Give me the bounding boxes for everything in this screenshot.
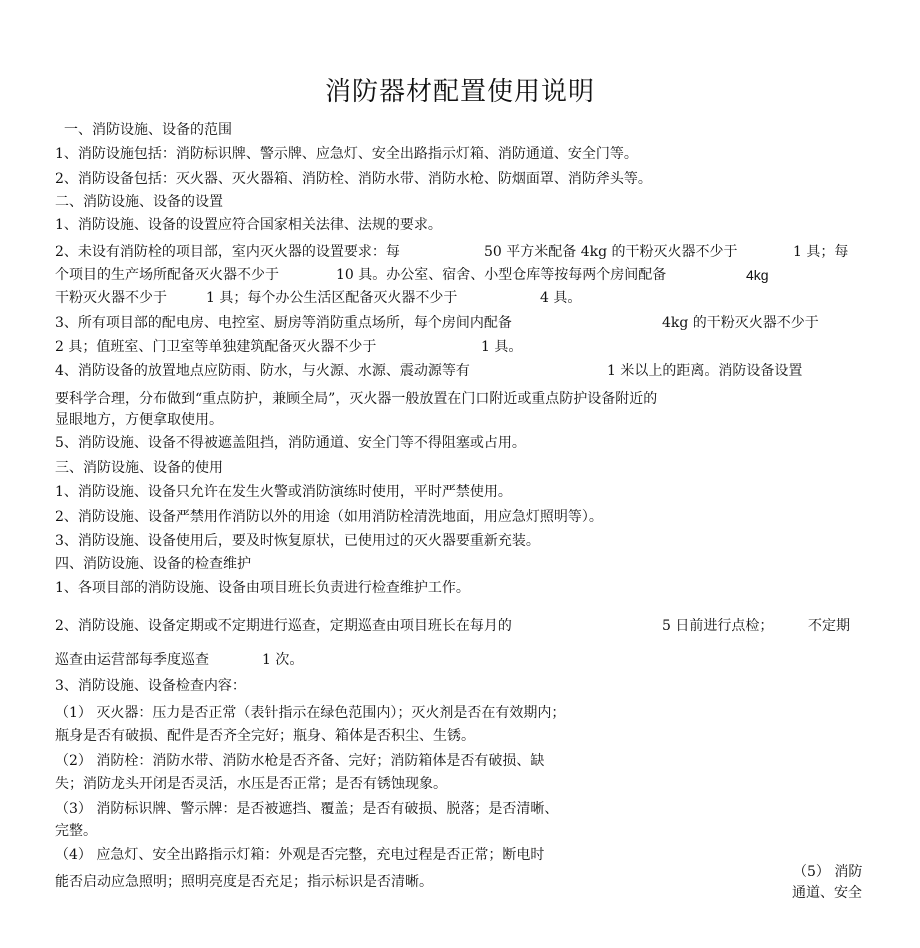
text-line: 显眼地方，方便拿取使用。 [55, 412, 223, 428]
text-line: 失；消防龙头开闭是否灵活，水压是否正常；是否有锈蚀现象。 [55, 776, 447, 792]
text-line: 1、消防设施、设备的设置应符合国家相关法律、法规的要求。 [55, 217, 442, 233]
text-line: 1、消防设施、设备只允许在发生火警或消防演练时使用，平时严禁使用。 [55, 484, 512, 500]
text-line: 1、消防设施包括：消防标识牌、警示牌、应急灯、安全出路指示灯箱、消防通道、安全门等。 [55, 146, 638, 162]
text-line: 4、消防设备的放置地点应防雨、防水，与火源、水源、震动源等有 [55, 363, 470, 379]
text-fragment: 1 具。 [481, 339, 523, 355]
text-line: 完整。 [55, 823, 97, 839]
text-line: 2、消防设施、设备定期或不定期进行巡查，定期巡查由项目班长在每月的 [55, 618, 512, 634]
text-fragment: 1 具；每 [793, 244, 849, 260]
text-line: 5、消防设施、设备不得被遮盖阻挡，消防通道、安全门等不得阻塞或占用。 [55, 435, 526, 451]
text-fragment: 通道、安全 [792, 885, 862, 901]
page-title: 消防器材配置使用说明 [324, 77, 595, 107]
text-fragment: 1 次。 [262, 652, 304, 668]
text-line: 能否启动应急照明；照明亮度是否充足；指示标识是否清晰。 [55, 874, 433, 890]
section-heading-1: 一、消防设施、设备的范围 [64, 122, 232, 138]
text-line: 3、所有项目部的配电房、电控室、厨房等消防重点场所，每个房间内配备 [55, 315, 512, 331]
text-fragment: 1 米以上的距离。消防设备设置 [607, 363, 803, 379]
text-line: （1） 灭火器：压力是否正常（表针指示在绿色范围内）；灭火剂是否在有效期内； [55, 705, 566, 721]
text-fragment: 4kg 的干粉灭火器不少于 [662, 315, 819, 331]
text-fragment: 4kg [746, 267, 769, 283]
text-line: 干粉灭火器不少于 [55, 290, 167, 306]
text-line: 2 具；值班室、门卫室等单独建筑配备灭火器不少于 [55, 339, 377, 355]
section-heading-2: 二、消防设施、设备的设置 [55, 194, 223, 210]
text-line: 巡查由运营部每季度巡查 [55, 652, 209, 668]
text-line: 个项目的生产场所配备灭火器不少于 [55, 267, 279, 283]
text-line: 3、消防设施、设备检查内容： [55, 678, 246, 694]
text-line: 瓶身是否有破损、配件是否齐全完好；瓶身、箱体是否积尘、生锈。 [55, 728, 475, 744]
text-fragment: （5） 消防 [793, 864, 863, 880]
text-line: 2、消防设备包括：灭火器、灭火器箱、消防栓、消防水带、消防水枪、防烟面罩、消防斧头等。 [55, 171, 652, 187]
text-line: 2、未设有消防栓的项目部，室内灭火器的设置要求：每 [55, 244, 400, 260]
text-line: 3、消防设施、设备使用后，要及时恢复原状，已使用过的灭火器要重新充装。 [55, 533, 540, 549]
text-line: 2、消防设施、设备严禁用作消防以外的用途（如用消防栓清洗地面，用应急灯照明等）。 [55, 509, 603, 525]
text-line: 要科学合理，分布做到“重点防护，兼顾全局”，灭火器一般放置在门口附近或重点防护设备附近的 [55, 391, 658, 407]
text-fragment: 50 平方米配备 4kg 的干粉灭火器不少于 [484, 244, 738, 260]
text-line: 1、各项目部的消防设施、设备由项目班长负责进行检查维护工作。 [55, 580, 470, 596]
text-line: （2） 消防栓：消防水带、消防水枪是否齐备、完好；消防箱体是否有破损、缺 [55, 753, 545, 769]
text-line: （4） 应急灯、安全出路指示灯箱：外观是否完整，充电过程是否正常；断电时 [55, 847, 545, 863]
text-fragment: 10 具。办公室、宿舍、小型仓库等按每两个房间配备 [336, 267, 667, 283]
section-heading-3: 三、消防设施、设备的使用 [55, 460, 223, 476]
text-fragment: 1 具；每个办公生活区配备灭火器不少于 [206, 290, 458, 306]
text-fragment: 5 日前进行点检； [662, 618, 774, 634]
section-heading-4: 四、消防设施、设备的检查维护 [55, 556, 251, 572]
text-fragment: 不定期 [808, 618, 850, 634]
text-line: （3） 消防标识牌、警示牌：是否被遮挡、覆盖；是否有破损、脱落；是否清晰、 [55, 801, 559, 817]
text-fragment: 4 具。 [540, 290, 582, 306]
